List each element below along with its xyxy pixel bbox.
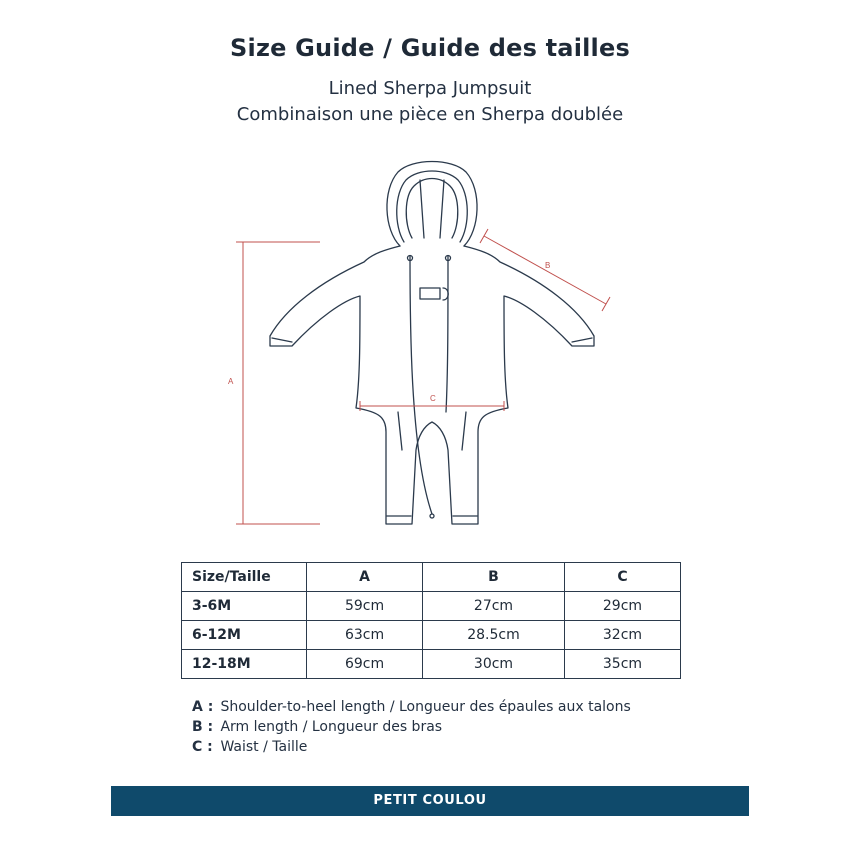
product-name-en: Lined Sherpa Jumpsuit — [328, 78, 532, 99]
label-a: A — [228, 377, 234, 386]
label-c: C — [430, 394, 436, 403]
cell-a: 59cm — [307, 592, 423, 621]
cell-size: 12-18M — [182, 650, 307, 679]
legend-text: Shoulder-to-heel length / Longueur des épaules aux talons — [220, 699, 631, 715]
cell-a: 69cm — [307, 650, 423, 679]
cell-b: 27cm — [423, 592, 565, 621]
cell-b: 30cm — [423, 650, 565, 679]
size-table — [181, 562, 681, 679]
cell-size: 6-12M — [182, 621, 307, 650]
cell-c: 35cm — [564, 650, 680, 679]
legend-text: Arm length / Longueur des bras — [220, 719, 443, 735]
header-b: B — [423, 563, 565, 592]
brand-label-patch — [420, 288, 440, 299]
cell-a: 63cm — [307, 621, 423, 650]
brand-footer: PETIT COULOU — [111, 786, 749, 816]
legend-key: A : — [192, 699, 214, 715]
cell-size: 3-6M — [182, 592, 307, 621]
label-b: B — [545, 261, 551, 270]
table-row — [182, 621, 681, 650]
header-a: A — [307, 563, 423, 592]
header-c: C — [564, 563, 680, 592]
table-row — [182, 650, 681, 679]
header-size: Size/Taille — [182, 563, 307, 592]
measure-b-line — [484, 236, 606, 304]
legend-item — [192, 717, 631, 737]
cell-c: 29cm — [564, 592, 680, 621]
hood-opening — [397, 171, 468, 242]
legend-item — [192, 737, 631, 757]
legend-key: C : — [192, 739, 213, 755]
cell-b: 28.5cm — [423, 621, 565, 650]
table-header-row — [182, 563, 681, 592]
page-title: Size Guide / Guide des tailles — [230, 34, 630, 62]
product-name-fr: Combinaison une pièce en Sherpa doublée — [236, 104, 624, 125]
right-zipper — [446, 256, 448, 412]
legend-text: Waist / Taille — [220, 739, 308, 755]
left-zipper — [410, 256, 432, 514]
cell-c: 32cm — [564, 621, 680, 650]
measurement-legend — [192, 697, 631, 757]
table-row — [182, 592, 681, 621]
jumpsuit-diagram — [0, 150, 860, 540]
legend-item — [192, 697, 631, 717]
legend-key: B : — [192, 719, 214, 735]
